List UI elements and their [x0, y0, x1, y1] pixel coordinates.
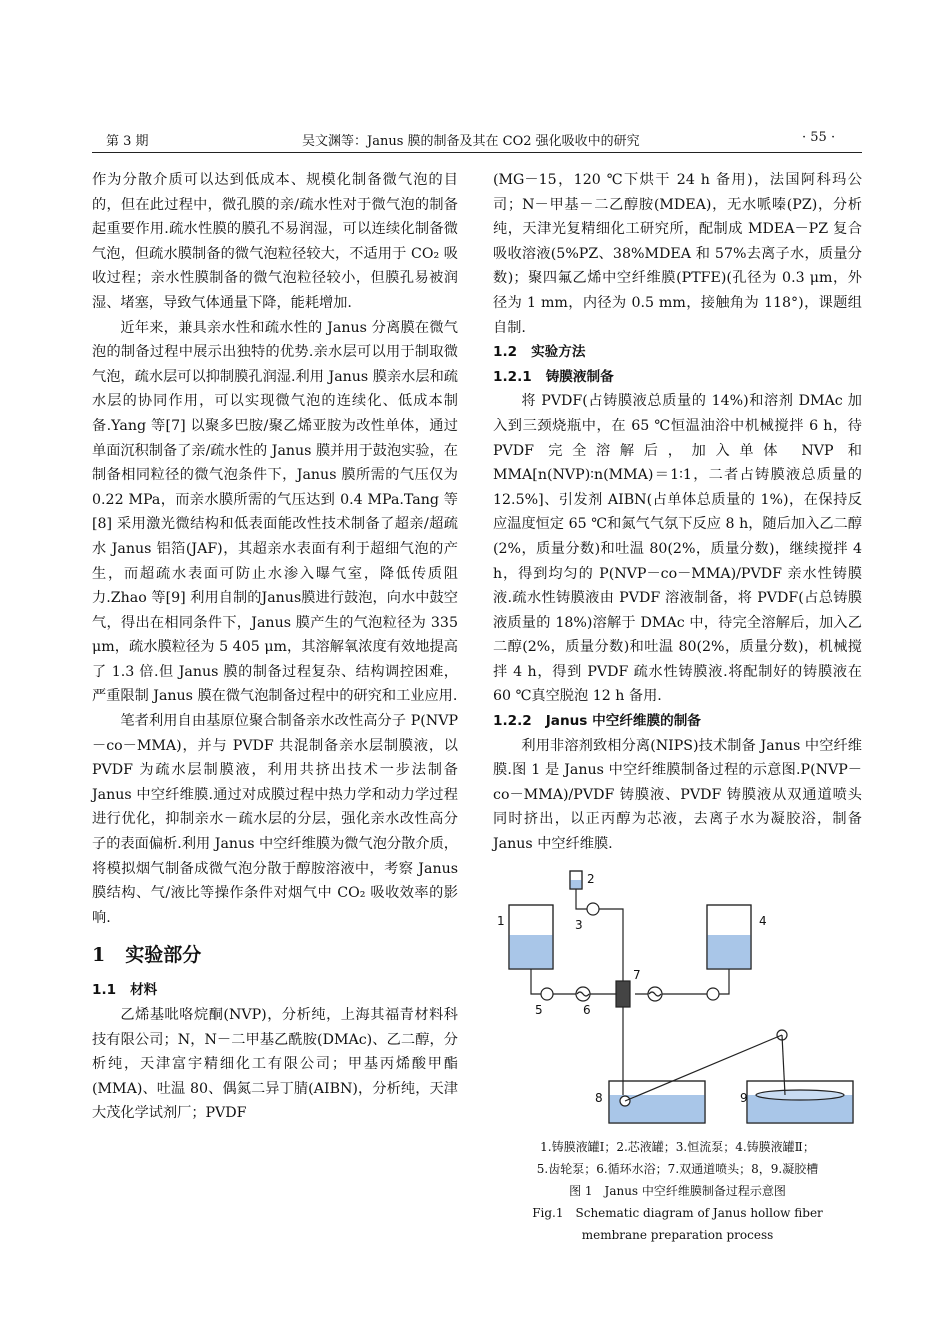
paragraph: 利用非溶剂致相分离(NIPS)技术制备 Janus 中空纤维膜.图 1 是 Janus 中空纤维膜制备过程的示意图.P(NVP－co－MMA)/PVDF 铸膜液、PVDF 铸膜液从双通道喷头同时挤出，以正丙醇为芯液，去离子水为凝胶浴，制备 Janus 中空纤维膜. — [493, 737, 862, 853]
section-title: 实验部分 — [125, 944, 202, 967]
gear-pump-right — [707, 988, 719, 1000]
section-heading — [92, 940, 458, 970]
subsection-number: 1.1 — [92, 982, 117, 999]
subsubsection-heading — [493, 709, 862, 734]
label-7: 7 — [633, 968, 641, 982]
legend-line-2: 5.齿轮泵；6.循环水浴；7.双通道喷头；8，9.凝胶槽 — [536, 1162, 819, 1176]
fiber-path-2 — [782, 1035, 785, 1095]
gear-pump-left — [541, 988, 553, 1000]
tank-1-liquid — [509, 935, 553, 969]
subsubsection-title: 铸膜液制备 — [545, 368, 614, 385]
subsection-number: 1.2 — [493, 344, 518, 361]
dual-channel-nozzle — [616, 981, 630, 1007]
label-4: 4 — [759, 914, 767, 928]
figure-legend — [493, 1136, 862, 1246]
pipe-core — [576, 889, 623, 981]
label-8: 8 — [595, 1091, 603, 1105]
subsection-heading — [92, 978, 458, 1003]
legend-line-1: 1.铸膜液罐Ⅰ；2.芯液罐；3.恒流泵；4.铸膜液罐Ⅱ； — [540, 1140, 815, 1154]
subsection-title: 材料 — [130, 982, 158, 999]
running-title: 吴文渊等：Janus 膜的制备及其在 CO2 强化吸收中的研究 — [302, 134, 640, 149]
page-number: · 55 · — [802, 130, 836, 145]
paragraph: 近年来，兼具亲水性和疏水性的 Janus 分离膜在微气泡的制备过程中展示出独特的优势.亲水层可以用于制取微气泡，疏水层可以抑制膜孔润湿.利用 Janus 膜亲水层和疏水层的协同作用，可以实现微气泡的连续化、低成本制备.Yang 等[7] 以聚多巴胺/聚乙烯亚胺为改性单体，通过单面沉积制备了亲/疏水性的 Janus 膜并用于鼓泡实验，在制备相同粒径的微气泡条件下，Janus 膜所需的气压仅为 0.22 MPa，而亲水膜所需的气压达到 0.4 MPa.Tang 等[8] 采用激光微结构和低表面能改性技术制备了超亲/超疏水 Janus 铝箔(JAF)，其超亲水表面有利于超细气泡的产生，而超疏水表面可防止水渗入曝气室，降低传质阻力.Zhao 等[9] 利用自制的Janus膜进行鼓泡，向水中鼓空气，得出在相同条件下，Janus 膜产生的气泡粒径为 335 μm，疏水膜粒径为 5 405 μm，其溶解氧浓度有效地提高了 1.3 倍.但 Janus 膜的制备过程复杂、结构调控困难，严重限制 Janus 膜在微气泡制备过程中的研究和工业应用. — [92, 319, 458, 705]
subsection-title: 实验方法 — [531, 344, 586, 361]
section-number: 1 — [92, 944, 106, 967]
subsubsection-title: Janus 中空纤维膜的制备 — [545, 713, 701, 730]
label-1: 1 — [497, 914, 505, 928]
constant-flow-pump — [587, 903, 599, 915]
subsubsection-number: 1.2.1 — [493, 368, 532, 385]
paragraph: 将 PVDF(占铸膜液总质量的 14%)和溶剂 DMAc 加入到三颈烧瓶中，在 65 ℃恒温油浴中机械搅拌 6 h，待 PVDF 完全溶解后，加入单体 NVP 和 MMA[n(NVP)∶n(MMA)＝1∶1，二者占铸膜液总质量的 12.5%]、引发剂 AIBN(占单体总质量的 1%)，在保持反应温度恒定 65 ℃和氮气气氛下反应 8 h，随后加入乙二醇(2%，质量分数)和吐温 80(2%，质量分数)，继续搅拌 4 h，得到均匀的 P(NVP－co－MMA)/PVDF 亲水性铸膜液.疏水性铸膜液由 PVDF 溶液制备，将 PVDF(占总铸膜液质量的 18%)溶解于 DMAc 中，待完全溶解后，加入乙二醇(2%，质量分数)和吐温 80(2%，质量分数)，机械搅拌 4 h，得到 PVDF 疏水性铸膜液.将配制好的铸膜液在 60 ℃真空脱泡 12 h 备用. — [493, 393, 862, 705]
caption-chinese: 图 1 Janus 中空纤维膜制备过程示意图 — [569, 1184, 786, 1198]
caption-english-2: membrane preparation process — [581, 1228, 774, 1242]
label-6: 6 — [583, 1003, 591, 1017]
paragraph: 笔者利用自由基原位聚合制备亲水改性高分子 P(NVP－co－MMA)，并与 PVDF 共混制备亲水层制膜液，以 PVDF 为疏水层制膜液，利用共挤出技术一步法制备 Janus 中空纤维膜.通过对成膜过程中热力学和动力学过程进行优化，抑制亲水－疏水层的分层，强化亲水改性高分子的表面偏析.利用 Janus 中空纤维膜为微气泡分散介质，将模拟烟气制备成微气泡分散于醇胺溶液中，考察 Janus 膜结构、气/液比等操作条件对烟气中 CO₂ 吸收效率的影响. — [92, 713, 458, 926]
core-liquid — [570, 880, 582, 889]
label-2: 2 — [587, 872, 595, 886]
label-5: 5 — [535, 1003, 543, 1017]
running-header — [92, 128, 862, 153]
issue-number: 第 3 期 — [106, 134, 149, 149]
fiber-path-1 — [625, 1035, 782, 1101]
caption-english-1: Fig.1 Schematic diagram of Janus hollow fiber — [532, 1206, 823, 1220]
subsubsection-heading — [493, 365, 862, 390]
tank-2-liquid — [707, 935, 751, 969]
subsubsection-number: 1.2.2 — [493, 713, 532, 730]
fiber-coil — [756, 1090, 844, 1100]
right-column — [493, 168, 862, 857]
label-3: 3 — [575, 918, 583, 932]
subsection-heading — [493, 340, 862, 365]
left-column — [92, 168, 458, 1126]
paragraph: (MG－15，120 ℃下烘干 24 h 备用)，法国阿科玛公司；N－甲基－二乙醇胺(MDEA)，无水哌嗪(PZ)，分析纯，天津光复精细化工研究所，配制成 MDEA－PZ 复合吸收溶液(5%PZ、38%MDEA 和 57%去离子水，质量分数)；聚四氟乙烯中空纤维膜(PTFE)(孔径为 0.3 μm，外径为 1 mm，内径为 0.5 mm，接触角为 118°)，课题组自制. — [493, 172, 862, 336]
figure-diagram — [495, 869, 861, 1129]
label-9: 9 — [740, 1091, 748, 1105]
paragraph: 作为分散介质可以达到低成本、规模化制备微气泡的目的，但在此过程中，微孔膜的亲/疏水性对于微气泡的制备起重要作用.疏水性膜的膜孔不易润湿，可以连续化制备微气泡，但疏水膜制备的微气泡粒径较大，不适用于 CO₂ 吸收过程；亲水性膜制备的微气泡粒径较小，但膜孔易被润湿、堵塞，导致气体通量下降，能耗增加. — [92, 172, 458, 311]
paragraph: 乙烯基吡咯烷酮(NVP)，分析纯，上海其福青材料科技有限公司；N，N－二甲基乙酰胺(DMAc)、乙二醇，分析纯，天津富宇精细化工有限公司；甲基丙烯酸甲酯(MMA)、吐温 80、偶氮二异丁腈(AIBN)，分析纯，天津大茂化学试剂厂；PVDF — [92, 1007, 458, 1122]
